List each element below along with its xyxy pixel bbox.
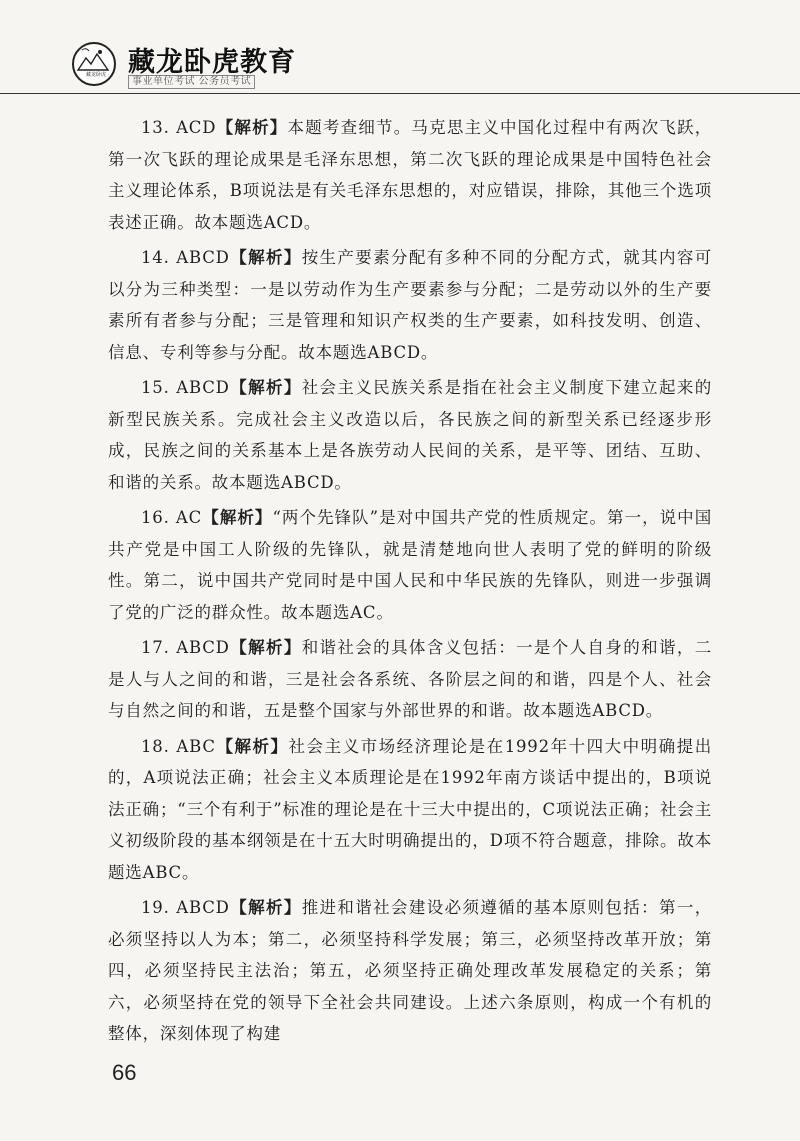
answer-paragraph xyxy=(108,112,712,238)
analysis-tag: 【解析】 xyxy=(229,248,302,267)
answer-text: 按生产要素分配有多种不同的分配方式，就其内容可以分为三种类型：一是以劳动作为生产要素参与分配；二是劳动以外的生产要素所有者参与分配；三是管理和知识产权类的生产要素，如科技发明、创造、信息、专利等参与分配。故本题选ABCD。 xyxy=(108,248,712,362)
answer-paragraph xyxy=(108,372,712,498)
page-header xyxy=(0,0,800,92)
page-number: 66 xyxy=(112,1060,137,1085)
answer-paragraph xyxy=(108,892,712,1050)
analysis-tag: 【解析】 xyxy=(202,508,273,527)
answer-number: 19. ABCD xyxy=(141,898,230,917)
answer-number: 16. AC xyxy=(141,508,203,527)
analysis-tag: 【解析】 xyxy=(229,898,302,917)
answer-text: “两个先锋队”是对中国共产党的性质规定。第一，说中国共产党是中国工人阶级的先锋队，就是清楚地向世人表明了党的鲜明的阶级性。第二，说中国共产党同时是中国人民和中华民族的先锋队，则进一步强调了党的广泛的群众性。故本题选AC。 xyxy=(108,508,713,622)
answer-text: 社会主义民族关系是指在社会主义制度下建立起来的新型民族关系。完成社会主义改造以后，各民族之间的新型关系已经逐步形成，民族之间的关系基本上是各族劳动人民间的关系，是平等、团结、互助、和谐的关系。故本题选ABCD。 xyxy=(108,378,712,492)
analysis-tag: 【解析】 xyxy=(229,378,302,397)
analysis-tag: 【解析】 xyxy=(229,638,302,657)
answer-number: 15. ABCD xyxy=(141,378,230,397)
answer-text: 本题考查细节。马克思主义中国化过程中有两次飞跃，第一次飞跃的理论成果是毛泽东思想，第二次飞跃的理论成果是中国特色社会主义理论体系，B项说法是有关毛泽东思想的，对应错误，排除，其他三个选项表述正确。故本题选ACD。 xyxy=(108,118,713,232)
brand-subtitle: 事业单位考试 公务员考试 xyxy=(128,75,255,89)
logo-text: 藏龙卧虎 xyxy=(85,72,106,78)
answer-number: 18. ABC xyxy=(141,736,216,756)
answer-number: 13. ACD xyxy=(141,118,217,137)
analysis-tag: 【解析】 xyxy=(215,736,289,756)
answer-paragraph xyxy=(108,502,712,628)
mountain-logo-icon xyxy=(74,44,114,84)
answer-paragraph xyxy=(108,242,712,368)
logo-badge xyxy=(72,42,116,86)
answer-explanations xyxy=(108,112,712,1054)
brand-name: 藏龙卧虎教育 xyxy=(128,47,296,78)
answer-number: 17. ABCD xyxy=(141,638,230,657)
answer-paragraph xyxy=(108,632,712,727)
answer-text: 推进和谐社会建设必须遵循的基本原则包括：第一，必须坚持以人为本；第二，必须坚持科学发展；第三，必须坚持改革开放；第四，必须坚持民主法治；第五，必须坚持正确处理改革发展稳定的关系；第六，必须坚持在党的领导下全社会共同建设。上述六条原则，构成一个有机的整体，深刻体现了构建 xyxy=(108,898,712,1043)
answer-paragraph xyxy=(108,731,712,889)
analysis-tag: 【解析】 xyxy=(216,118,288,137)
header-divider xyxy=(0,93,800,94)
answer-number: 14. ABCD xyxy=(141,248,230,267)
answer-text: 社会主义市场经济理论是在1992年十四大中明确提出的，A项说法正确；社会主义本质理论是在1992年南方谈话中提出的，B项说法正确；“三个有利于”标准的理论是在十三大中提出的，C项说法正确；社会主义初级阶段的基本纲领是在十五大时明确提出的，D项不符合题意，排除。故本题选ABC。 xyxy=(108,736,712,882)
answer-text: 和谐社会的具体含义包括：一是个人自身的和谐，二是人与人之间的和谐，三是社会各系统、各阶层之间的和谐，四是个人、社会与自然之间的和谐，五是整个国家与外部世界的和谐。故本题选ABCD。 xyxy=(108,638,712,720)
